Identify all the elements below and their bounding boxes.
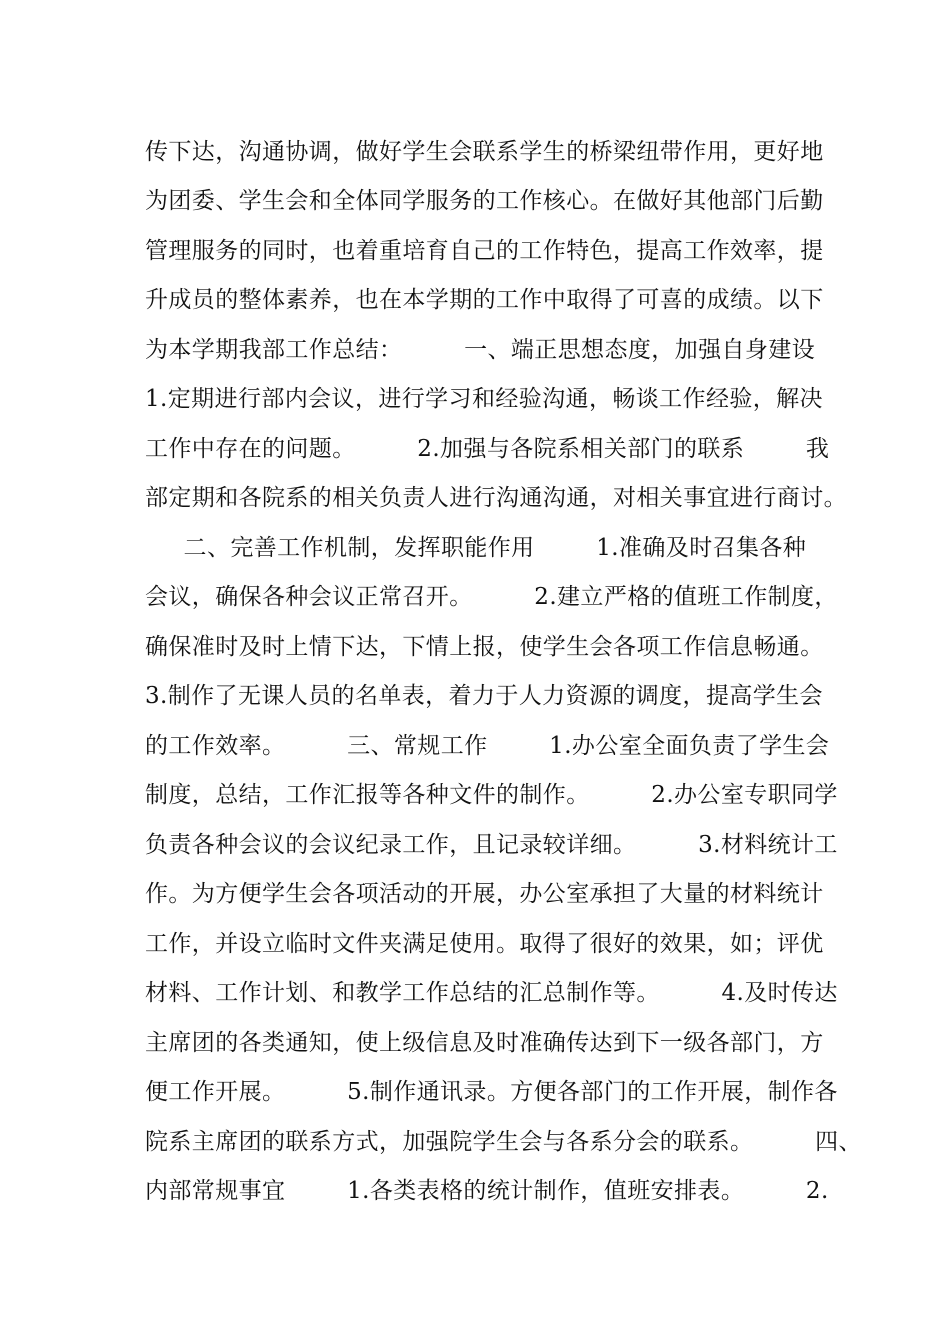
paragraph-line: 二、完善工作机制，发挥职能作用 1.准确及时召集各种: [145, 535, 807, 561]
paragraph-line: 为团委、学生会和全体同学服务的工作核心。在做好其他部门后勤: [145, 188, 824, 214]
paragraph-line: 院系主席团的联系方式，加强院学生会与各系分会的联系。 四、: [145, 1129, 862, 1155]
paragraph-line: 制度，总结，工作汇报等各种文件的制作。 2.办公室专职同学: [145, 782, 838, 808]
paragraph-line: 传下达，沟通协调，做好学生会联系学生的桥梁纽带作用，更好地: [145, 139, 824, 165]
paragraph-line: 的工作效率。 三、常规工作 1.办公室全面负责了学生会: [145, 733, 830, 759]
paragraph-line: 作。为方便学生会各项活动的开展，办公室承担了大量的材料统计: [145, 881, 824, 907]
paragraph-line: 部定期和各院系的相关负责人进行沟通沟通，对相关事宜进行商讨。: [145, 485, 847, 511]
paragraph-line: 会议，确保各种会议正常召开。 2.建立严格的值班工作制度，: [145, 584, 838, 610]
paragraph-line: 负责各种会议的会议纪录工作，且记录较详细。 3.材料统计工: [145, 832, 838, 858]
paragraph-line: 确保准时及时上情下达，下情上报，使学生会各项工作信息畅通。: [145, 634, 824, 660]
paragraph-line: 内部常规事宜 1.各类表格的统计制作，值班安排表。 2.: [145, 1178, 829, 1204]
paragraph-line: 材料、工作计划、和教学工作总结的汇总制作等。 4.及时传达: [145, 980, 838, 1006]
paragraph-line: 便工作开展。 5.制作通讯录。方便各部门的工作开展，制作各: [145, 1079, 838, 1105]
paragraph-line: 管理服务的同时，也着重培育自己的工作特色，提高工作效率，提: [145, 238, 824, 264]
paragraph-line: 工作，并设立临时文件夹满足使用。取得了很好的效果，如；评优: [145, 931, 824, 957]
paragraph-line: 工作中存在的问题。 2.加强与各院系相关部门的联系 我: [145, 436, 830, 462]
paragraph-line: 3.制作了无课人员的名单表，着力于人力资源的调度，提高学生会: [145, 683, 823, 709]
paragraph-line: 主席团的各类通知，使上级信息及时准确传达到下一级各部门，方: [145, 1030, 824, 1056]
paragraph-line: 为本学期我部工作总结： 一、端正思想态度，加强自身建设: [145, 337, 816, 363]
paragraph-line: 1.定期进行部内会议，进行学习和经验沟通，畅谈工作经验，解决: [145, 386, 823, 412]
paragraph-line: 升成员的整体素养，也在本学期的工作中取得了可喜的成绩。以下: [145, 287, 824, 313]
